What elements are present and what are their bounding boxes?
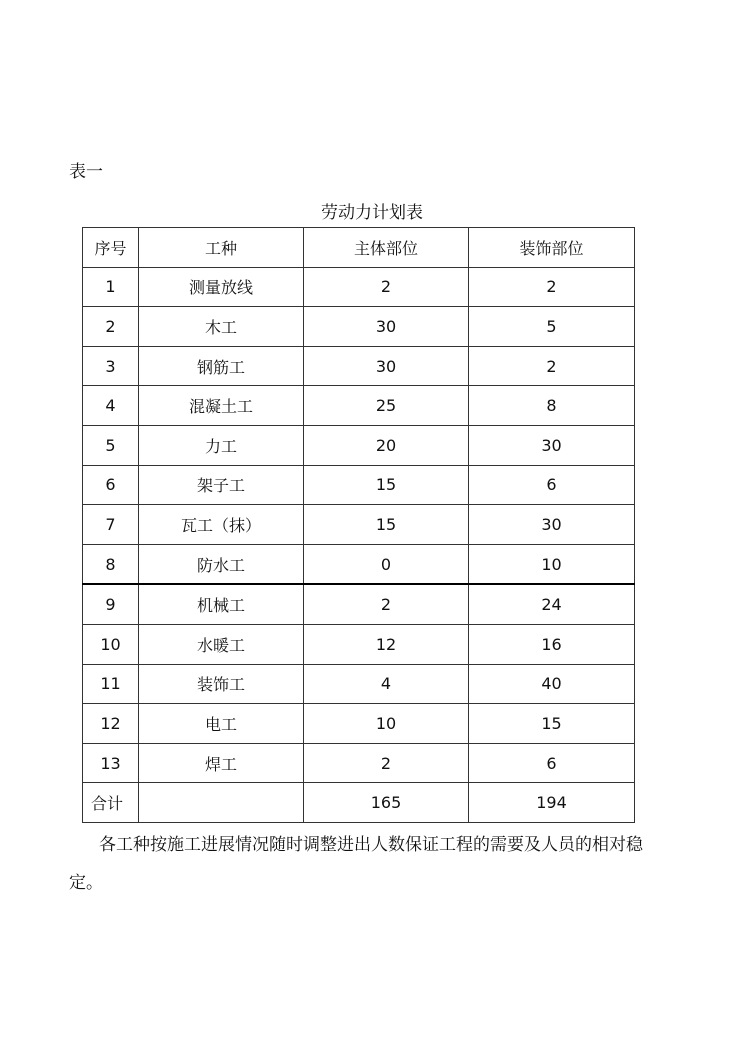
- header-decoration: 装饰部位: [469, 228, 635, 268]
- header-row: [83, 228, 635, 268]
- table-row: [83, 704, 635, 744]
- table-row: [83, 267, 635, 307]
- row-trade: 力工: [139, 425, 304, 465]
- row-trade: 混凝土工: [139, 386, 304, 426]
- header-main-structure: 主体部位: [304, 228, 469, 268]
- row-index: 10: [83, 624, 139, 664]
- row-index: 8: [83, 544, 139, 584]
- row-decor-count: 30: [469, 505, 635, 545]
- table-row: [83, 425, 635, 465]
- total-row: [83, 783, 635, 823]
- row-decor-count: 15: [469, 704, 635, 744]
- header-trade: 工种: [139, 228, 304, 268]
- total-main-count: 165: [304, 783, 469, 823]
- row-decor-count: 40: [469, 664, 635, 704]
- row-main-count: 30: [304, 307, 469, 347]
- row-decor-count: 8: [469, 386, 635, 426]
- total-trade: [139, 783, 304, 823]
- row-trade: 瓦工（抹）: [139, 505, 304, 545]
- row-trade: 防水工: [139, 544, 304, 584]
- row-decor-count: 6: [469, 743, 635, 783]
- row-index: 5: [83, 425, 139, 465]
- row-decor-count: 2: [469, 346, 635, 386]
- row-main-count: 2: [304, 267, 469, 307]
- row-index: 7: [83, 505, 139, 545]
- row-index: 12: [83, 704, 139, 744]
- table-row: [83, 505, 635, 545]
- row-index: 6: [83, 465, 139, 505]
- row-main-count: 10: [304, 704, 469, 744]
- row-index: 13: [83, 743, 139, 783]
- row-decor-count: 24: [469, 584, 635, 624]
- row-trade: 架子工: [139, 465, 304, 505]
- row-trade: 装饰工: [139, 664, 304, 704]
- row-main-count: 20: [304, 425, 469, 465]
- row-trade: 钢筋工: [139, 346, 304, 386]
- table-row: [83, 624, 635, 664]
- row-decor-count: 6: [469, 465, 635, 505]
- row-trade: 测量放线: [139, 267, 304, 307]
- note-paragraph: 各工种按施工进展情况随时调整进出人数保证工程的需要及人员的相对稳定。: [69, 835, 643, 893]
- row-main-count: 15: [304, 465, 469, 505]
- total-label: 合计: [83, 783, 139, 823]
- row-index: 9: [83, 584, 139, 624]
- table-row: [83, 544, 635, 584]
- row-index: 1: [83, 267, 139, 307]
- row-decor-count: 30: [469, 425, 635, 465]
- row-trade: 水暖工: [139, 624, 304, 664]
- row-decor-count: 10: [469, 544, 635, 584]
- row-index: 11: [83, 664, 139, 704]
- row-main-count: 2: [304, 584, 469, 624]
- table-label: 表一: [69, 162, 103, 182]
- row-main-count: 2: [304, 743, 469, 783]
- header-index: 序号: [83, 228, 139, 268]
- row-index: 3: [83, 346, 139, 386]
- table-row: [83, 307, 635, 347]
- table-row: [83, 346, 635, 386]
- table-row: [83, 386, 635, 426]
- row-decor-count: 5: [469, 307, 635, 347]
- row-trade: 机械工: [139, 584, 304, 624]
- row-main-count: 0: [304, 544, 469, 584]
- labor-plan-table: [82, 227, 635, 823]
- row-main-count: 15: [304, 505, 469, 545]
- row-trade: 焊工: [139, 743, 304, 783]
- table-title: 劳动力计划表: [321, 203, 423, 223]
- total-decor-count: 194: [469, 783, 635, 823]
- row-main-count: 25: [304, 386, 469, 426]
- row-decor-count: 2: [469, 267, 635, 307]
- row-index: 2: [83, 307, 139, 347]
- row-decor-count: 16: [469, 624, 635, 664]
- table-row: [83, 664, 635, 704]
- row-trade: 木工: [139, 307, 304, 347]
- row-main-count: 30: [304, 346, 469, 386]
- row-index: 4: [83, 386, 139, 426]
- table-row: [83, 584, 635, 624]
- row-trade: 电工: [139, 704, 304, 744]
- row-main-count: 4: [304, 664, 469, 704]
- row-main-count: 12: [304, 624, 469, 664]
- table-row: [83, 743, 635, 783]
- table-row: [83, 465, 635, 505]
